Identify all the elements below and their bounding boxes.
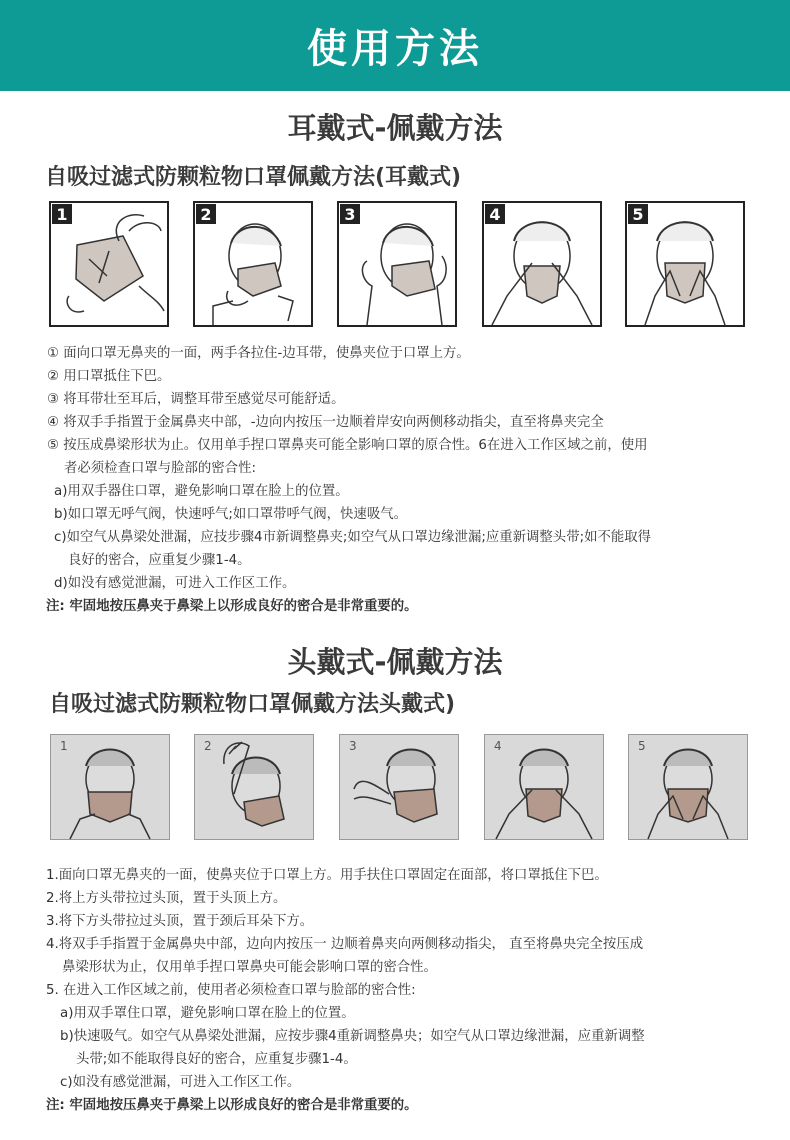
instruction-line: ② 用口罩抵住下巴。: [47, 369, 171, 384]
headband-section-title: 头戴式-佩戴方法: [287, 645, 503, 679]
headband-subtitle: 自吸过滤式防颗粒物口罩佩戴方法头戴式): [49, 692, 456, 717]
earloop-section-title: 耳戴式-佩戴方法: [287, 111, 503, 145]
svg-text:3: 3: [349, 739, 357, 753]
page-title: 使用方法: [307, 26, 483, 72]
instruction-line: a)用双手罩住口罩，避免影响口罩在脸上的位置。: [60, 1006, 355, 1021]
instruction-line: 3.将下方头带拉过头顶，置于颈后耳朵下方。: [46, 914, 314, 929]
instruction-line: ④ 将双手手指置于金属鼻夹中部，-边向内按压一边顺着岸安向两侧移动指尖，直至将鼻夹完全: [47, 415, 604, 430]
instruction-line: b)快速吸气。如空气从鼻梁处泄漏，应按步骤4重新调整鼻央；如空气从口罩边缘泄漏，应重新调整: [60, 1029, 645, 1044]
instruction-line: c)如没有感觉泄漏，可进入工作区工作。: [60, 1075, 301, 1090]
instruction-line: a)用双手器住口罩，避免影响口罩在脸上的位置。: [54, 484, 349, 499]
earloop-step-4-illustration: [482, 201, 602, 327]
instruction-line: 1.面向口罩无鼻夹的一面，使鼻夹位于口罩上方。用手扶住口罩固定在面部，将口罩抵住下巴。: [46, 868, 608, 883]
earloop-step-number: 1: [56, 205, 68, 224]
instruction-line: ③ 将耳带壮至耳后，调整耳带至感觉尽可能舒适。: [47, 392, 345, 407]
svg-text:1: 1: [60, 739, 68, 753]
instruction-line: 2.将上方头带拉过头顶，置于头顶上方。: [46, 891, 287, 906]
instruction-line: 良好的密合，应重复少骤1-4。: [68, 553, 251, 568]
earloop-step-2-illustration: [193, 201, 313, 327]
svg-text:4: 4: [489, 205, 501, 224]
instruction-line: c)如空气从鼻梁处泄漏，应技步骤4市新调整鼻夹;如空气从口罩边缘泄漏;应重新调整头带;如不能取得: [54, 530, 652, 545]
instruction-line: b)如口罩无呼气阀，快速呼气;如口罩带呼气阀，快速吸气。: [54, 507, 407, 522]
headband-note: 注: 牢固地按压鼻夹于鼻梁上以形成良好的密合是非常重要的。: [46, 1098, 418, 1113]
earloop-step-5-illustration: [625, 201, 745, 327]
instruction-line: 4.将双手手指置于金属鼻央中部，边向内按压一 边顺着鼻夹向两侧移动指尖， 直至将鼻央完全按压成: [46, 937, 644, 952]
earloop-note: 注: 牢固地按压鼻夹于鼻梁上以形成良好的密合是非常重要的。: [46, 599, 418, 614]
instruction-line: ① 面向口罩无鼻夹的一面，两手各拉住-边耳带，使鼻夹位于口罩上方。: [47, 346, 470, 361]
instruction-line: 者必须检查口罩与脸部的密合性:: [64, 461, 256, 476]
svg-text:2: 2: [200, 205, 212, 224]
instruction-line: 头带;如不能取得良好的密合，应重复步骤1-4。: [76, 1052, 357, 1067]
svg-text:3: 3: [344, 205, 356, 224]
svg-text:5: 5: [632, 205, 644, 224]
instruction-line: 鼻梁形状为止，仅用单手捏口罩鼻央可能会影响口罩的密合性。: [62, 960, 437, 975]
earloop-instructions: [44, 342, 764, 622]
earloop-step-3-illustration: [337, 201, 457, 327]
svg-text:5: 5: [638, 739, 646, 753]
headband-instructions: [46, 864, 766, 1124]
instruction-line: d)如没有感觉泄漏，可进入工作区工作。: [54, 576, 296, 591]
instruction-line: 5. 在进入工作区域之前，使用者必须检查口罩与脸部的密合性:: [46, 983, 416, 998]
headband-step-3-illustration: [339, 734, 459, 840]
headband-step-4-illustration: [484, 734, 604, 840]
svg-text:4: 4: [494, 739, 502, 753]
headband-step-5-illustration: [628, 734, 748, 840]
svg-text:2: 2: [204, 739, 212, 753]
earloop-step-1-illustration: [49, 201, 169, 327]
headband-step-1-illustration: [50, 734, 170, 840]
instruction-line: ⑤ 按压成鼻梁形状为止。仅用单手捏口罩鼻夹可能全影响口罩的原合性。6在进入工作区域之前，使用: [47, 438, 648, 453]
header-banner: [0, 0, 790, 91]
headband-step-2-illustration: [194, 734, 314, 840]
earloop-subtitle: 自吸过滤式防颗粒物口罩佩戴方法(耳戴式): [45, 165, 462, 190]
